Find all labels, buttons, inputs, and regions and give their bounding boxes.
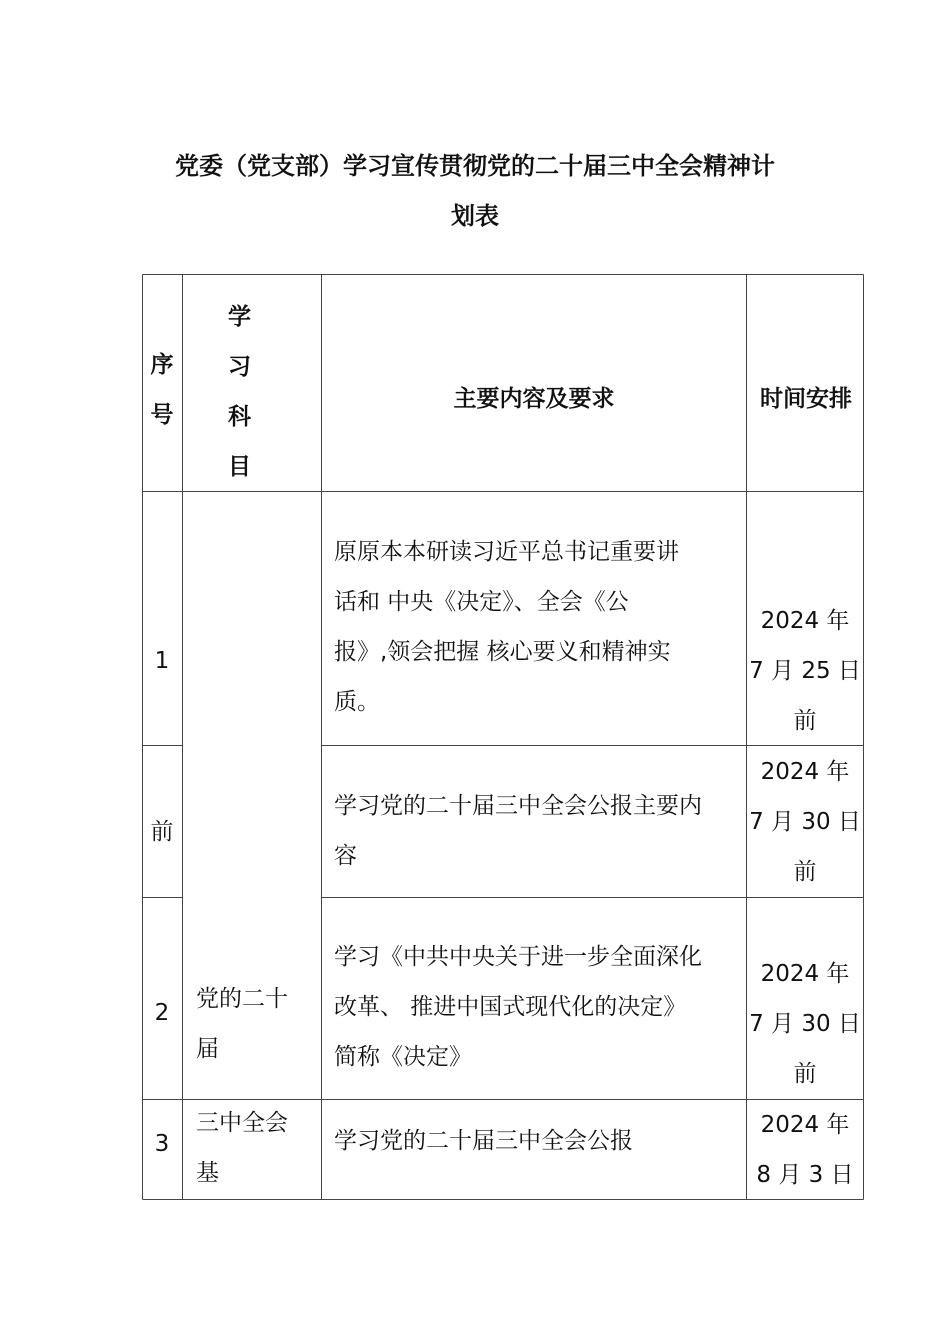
subject-line: 党的二十 xyxy=(196,986,288,1012)
content-line: 学习党的二十届三中全会公报 xyxy=(334,1128,633,1154)
subject-line: 三中全会 xyxy=(196,1110,288,1136)
row-3-time xyxy=(746,949,864,1099)
row-4-time xyxy=(746,1100,864,1200)
time-line: 前 xyxy=(793,708,817,734)
row-4-content xyxy=(334,1116,746,1166)
header-seq-char: 号 xyxy=(150,402,174,428)
row-3-content xyxy=(334,932,746,1082)
content-line: 话和 中央《决定》、全会《公 xyxy=(334,589,629,615)
subject-merged-part-2 xyxy=(196,1098,320,1198)
content-line: 改革、 推进中国式现代化的决定》 xyxy=(334,994,687,1020)
row-2-time xyxy=(746,747,864,897)
content-line: 简称《决定》 xyxy=(334,1044,472,1070)
row-2-seq: 前 xyxy=(150,819,174,845)
time-line: 7 月 30 日 xyxy=(749,809,861,835)
header-subject-char: 学 xyxy=(228,304,251,330)
document-title-line-2: 划表 xyxy=(451,202,499,230)
content-line: 学习党的二十届三中全会公报主要内 xyxy=(334,793,702,819)
subject-line: 基 xyxy=(196,1160,219,1186)
header-time: 时间安排 xyxy=(760,386,852,412)
subject-line: 届 xyxy=(196,1036,219,1062)
header-content: 主要内容及要求 xyxy=(453,386,615,412)
header-seq xyxy=(142,340,182,440)
header-subject-char: 习 xyxy=(228,354,251,380)
row-1-content xyxy=(334,527,746,727)
time-line: 2024 年 xyxy=(760,608,850,634)
content-line: 质。 xyxy=(334,689,380,715)
content-line: 报》,领会把握 核心要义和精神实 xyxy=(334,639,671,665)
header-subject xyxy=(228,292,258,492)
time-line: 2024 年 xyxy=(760,759,850,785)
content-line: 原原本本研读习近平总书记重要讲 xyxy=(334,539,679,565)
header-subject-char: 科 xyxy=(228,404,251,430)
header-subject-char: 目 xyxy=(228,454,251,480)
row-2-content xyxy=(334,781,746,881)
row-1-time xyxy=(746,596,864,746)
time-line: 前 xyxy=(793,1061,817,1087)
time-line: 7 月 30 日 xyxy=(749,1011,861,1037)
row-4-seq: 3 xyxy=(154,1131,170,1157)
time-line: 8 月 3 日 xyxy=(756,1162,854,1188)
header-seq-char: 序 xyxy=(150,352,174,378)
time-line: 前 xyxy=(793,859,817,885)
row-3-seq: 2 xyxy=(154,1000,170,1026)
subject-merged-part-1 xyxy=(196,974,320,1074)
time-line: 2024 年 xyxy=(760,961,850,987)
content-line: 学习《中共中央关于进一步全面深化 xyxy=(334,944,702,970)
time-line: 2024 年 xyxy=(760,1112,850,1138)
row-1-seq: 1 xyxy=(154,648,170,674)
document-title-line-1: 党委（党支部）学习宣传贯彻党的二十届三中全会精神计 xyxy=(175,152,775,180)
content-line: 容 xyxy=(334,843,357,869)
time-line: 7 月 25 日 xyxy=(749,658,861,684)
